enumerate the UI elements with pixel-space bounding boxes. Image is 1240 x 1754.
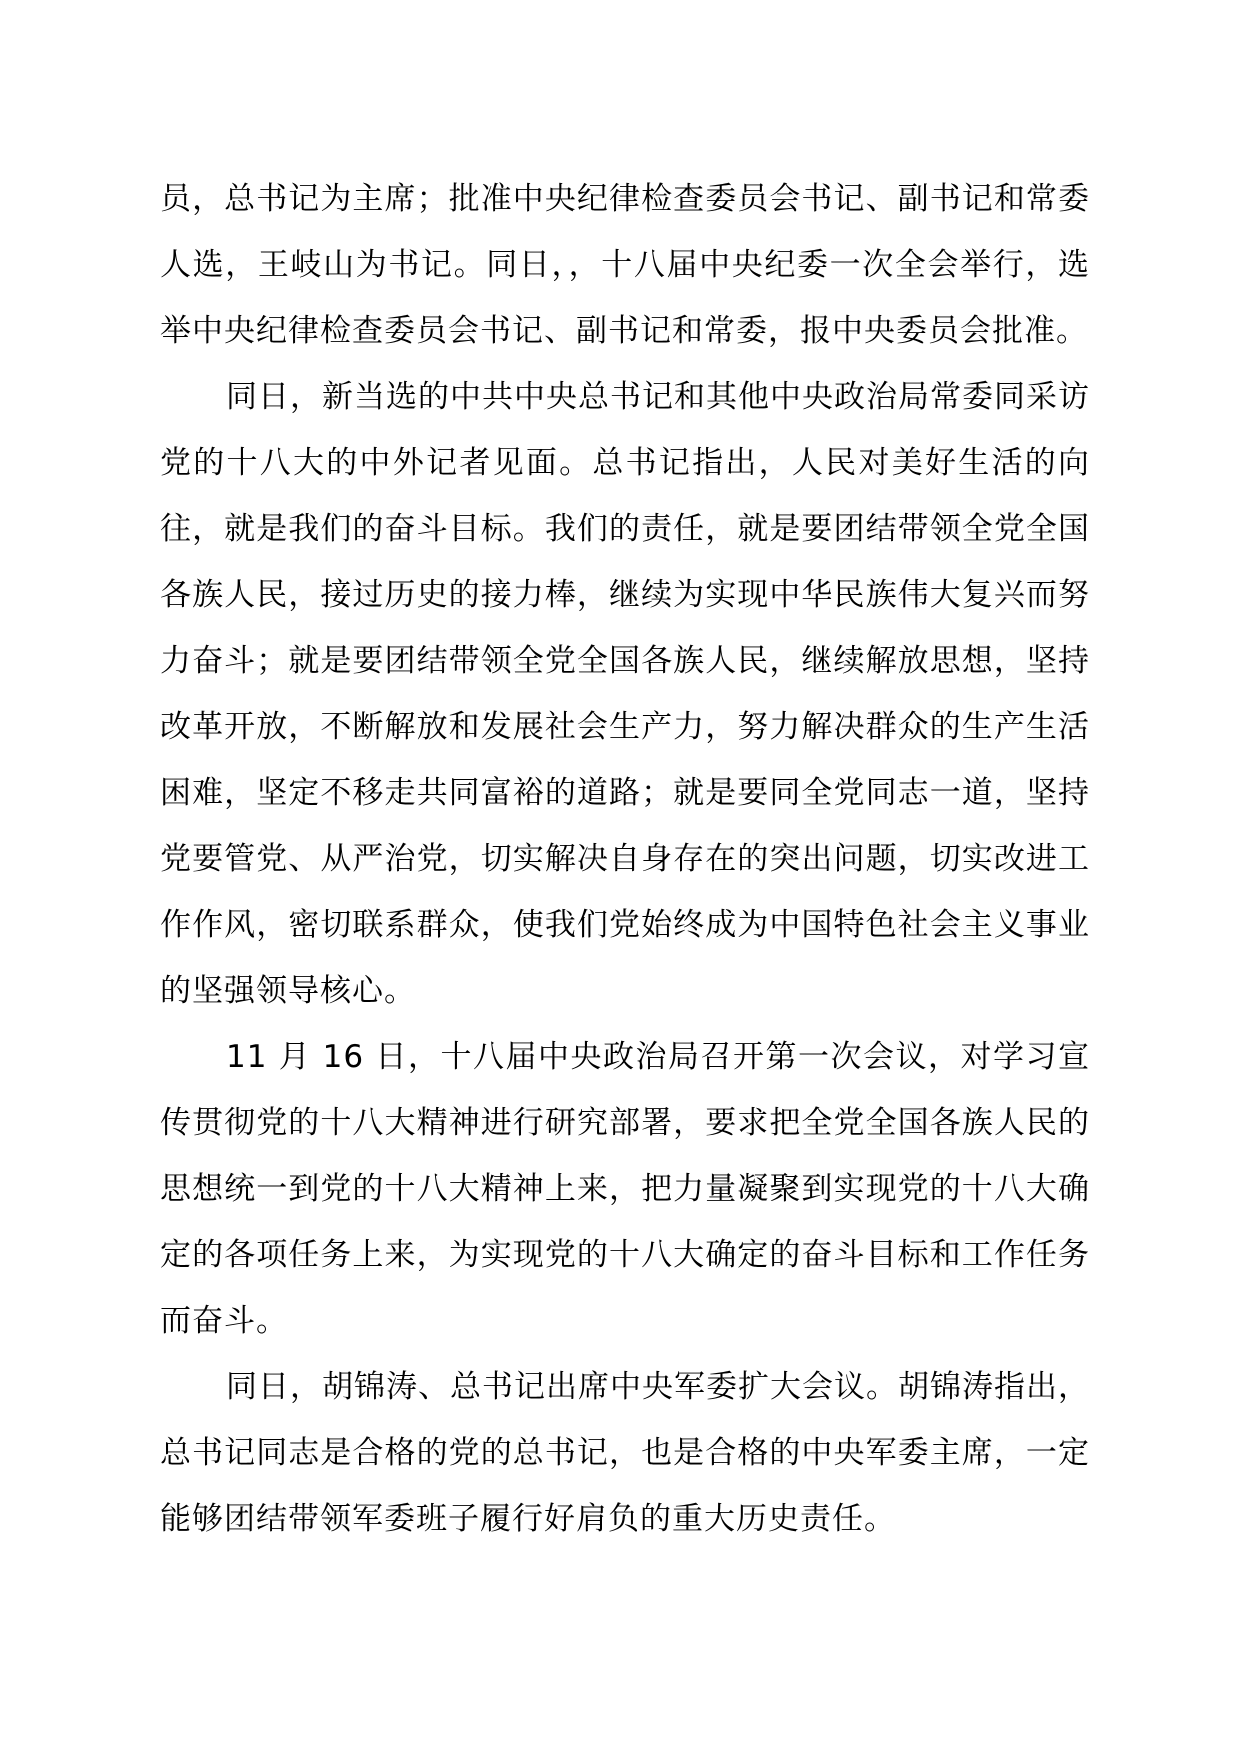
paragraph-4: 同日，胡锦涛、总书记出席中央军委扩大会议。胡锦涛指出，总书记同志是合格的党的总书记，也是合格的中央军委主席，一定能够团结带领军委班子履行好肩负的重大历史责任。 bbox=[160, 1369, 1090, 1537]
paragraph-3: 11 月 16 日，十八届中央政治局召开第一次会议，对学习宣传贯彻党的十八大精神进行研究部署，要求把全党全国各族人民的思想统一到党的十八大精神上来，把力量凝聚到实现党的十八大确定的各项任务上来，为实现党的十八大确定的奋斗目标和工作任务而奋斗。 bbox=[160, 1039, 1090, 1339]
document-body bbox=[160, 166, 1090, 1552]
paragraph-1: 员，总书记为主席；批准中央纪律检查委员会书记、副书记和常委人选，王岐山为书记。同日，，十八届中央纪委一次全会举行，选举中央纪律检查委员会书记、副书记和常委，报中央委员会批准。 bbox=[160, 181, 1090, 349]
paragraph-2: 同日，新当选的中共中央总书记和其他中央政治局常委同采访党的十八大的中外记者见面。总书记指出，人民对美好生活的向往，就是我们的奋斗目标。我们的责任，就是要团结带领全党全国各族人民，接过历史的接力棒，继续为实现中华民族伟大复兴而努力奋斗；就是要团结带领全党全国各族人民，继续解放思想，坚持改革开放，不断解放和发展社会生产力，努力解决群众的生产生活困难，坚定不移走共同富裕的道路；就是要同全党同志一道，坚持党要管党、从严治党，切实解决自身存在的突出问题，切实改进工作作风，密切联系群众，使我们党始终成为中国特色社会主义事业的坚强领导核心。 bbox=[160, 379, 1090, 1009]
